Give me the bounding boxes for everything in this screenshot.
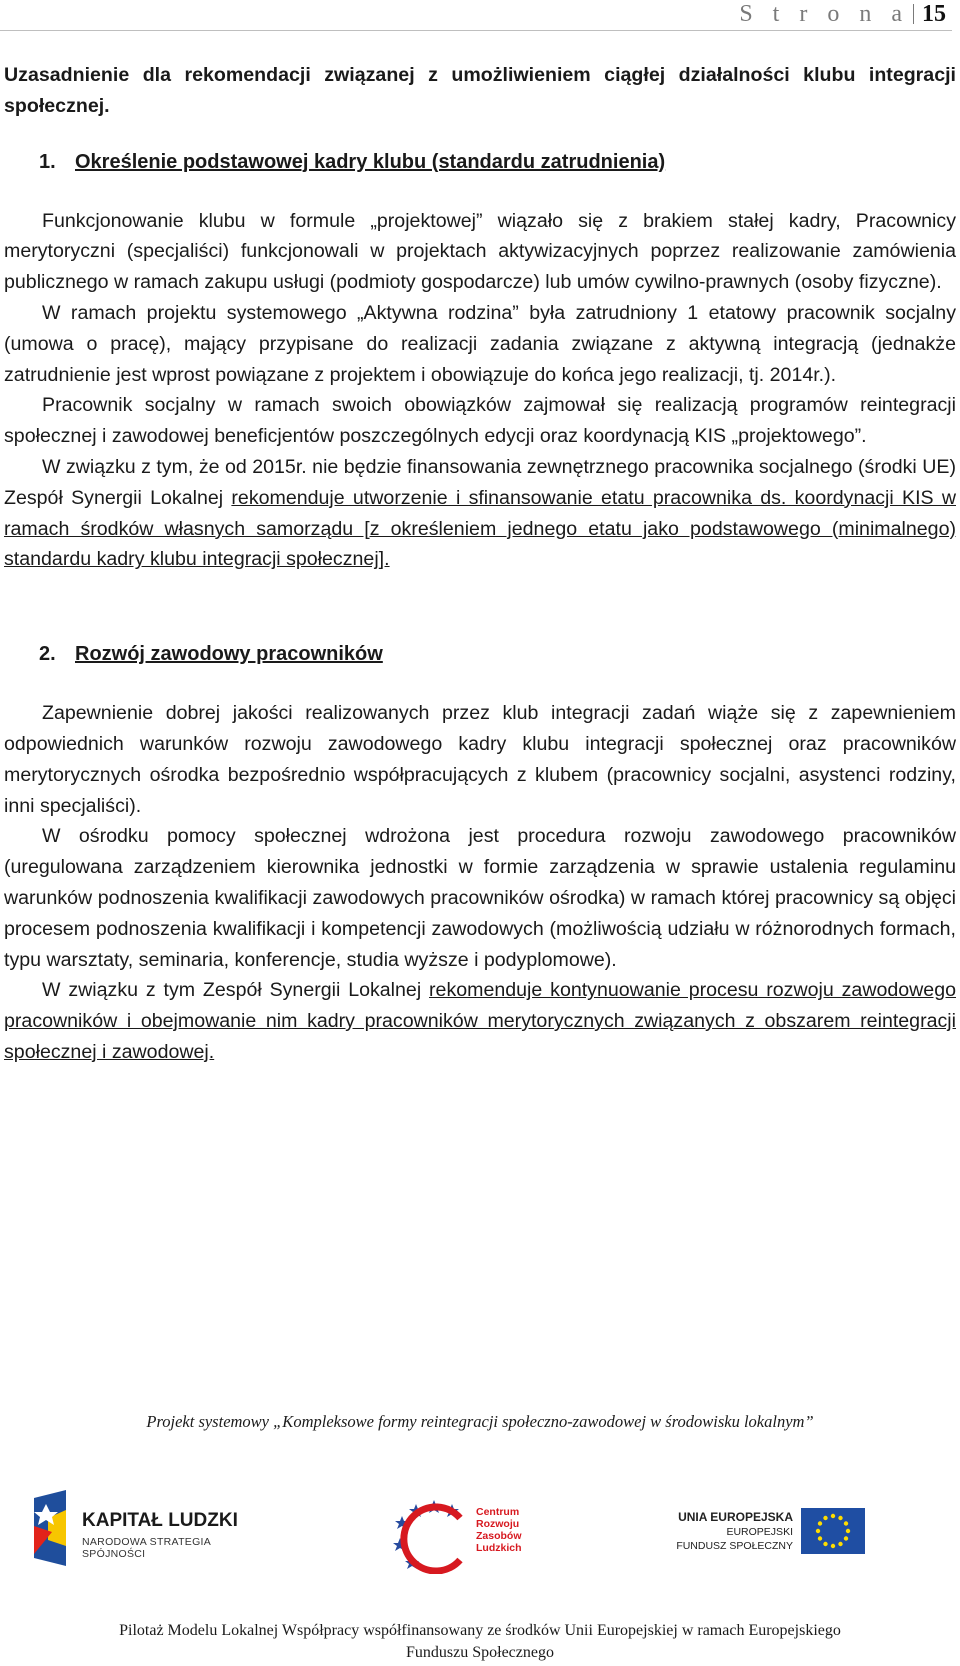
ue-line-2: EUROPEJSKI [726, 1526, 793, 1538]
section-1-paragraph-3: Pracownik socjalny w ramach swoich obowiązków zajmował się realizacją programów reintegracji społecznej i zawodowej beneficjentów poszczególnych edycji oraz koordynacją KIS „projektowego”. [4, 394, 956, 448]
kapital-ludzki-logo [26, 1488, 276, 1568]
eu-star-icon [838, 1542, 842, 1546]
section-2-title: Rozwój zawodowy pracowników [75, 643, 383, 666]
section-2-paragraph-2: W ośrodku pomocy społecznej wdrożona jest procedura rozwoju zawodowego pracowników (uregulowana zarządzeniem kierownika jednostki w formie zarządzenia w sprawie ustalenia regulaminu warunków podnoszenia kwalifikacji zawodowych pracowników ośrodka) w ramach której pracownicy są objęci procesem podnoszenia kwalifikacji i kompetencji zawodowych (możliwością udziału w różnorodnych formach, typu warsztaty, seminaria, konferencje, studia wyższe i podyplomowe). [4, 825, 956, 971]
eu-star-icon [831, 1544, 835, 1548]
document-body [4, 60, 956, 1068]
section-1-paragraph-2: W ramach projektu systemowego „Aktywna rodzina” była zatrudniony 1 etatowy pracownik socjalny (umowa o pracę), mający przypisane do realizacji zadania związane z aktywną integracją (jednakże zatrudnienie jest wprost powiązane z projektem i obowiązuje do końca jego realizacji, tj. 2014r.). [4, 301, 956, 386]
crzl-line-2: Rozwoju [476, 1518, 520, 1530]
section-1-paragraph-4-text: W związku z tym, że od 2015r. nie będzie finansowania zewnętrznego pracownika socjalnego (środki UE) Zespół Synergii Lokalnej [4, 455, 956, 509]
ue-line-1: UNIA EUROPEJSKA [678, 1510, 793, 1524]
crzl-name [476, 1506, 522, 1554]
section-2-number: 2. [39, 643, 56, 666]
section-2-recommendation: rekomenduje kontynuowanie procesu rozwoju zawodowego pracowników i obejmowanie nim kadry pracowników merytorycznych związanych z obszarem reintegracji społecznej i zawodowej. [4, 979, 956, 1063]
page-number [739, 0, 946, 28]
page-header [0, 0, 952, 31]
page-label: S t r o n a [739, 1, 909, 27]
page-number-value: 15 [922, 1, 946, 27]
section-2-paragraph-1: Zapewnienie dobrej jakości realizowanych przez klub integracji zadań wiąże się z zapewnieniem odpowiednich warunków rozwoju zawodowego kadry klubu integracji społecznej oraz pracowników merytorycznych ośrodka bezpośrednio współpracujących z klubem (pracownicy socjalni, asystenci rodziny, inni specjaliści). [4, 702, 956, 817]
footer-funding-line-2: Funduszu Społecznego [406, 1644, 554, 1661]
unia-europejska-logo [665, 1508, 865, 1556]
section-1-heading [4, 147, 956, 177]
eu-star-icon [818, 1536, 822, 1540]
eu-star-icon [844, 1521, 848, 1525]
footer-funding-note [0, 1620, 960, 1664]
ue-line-3: FUNDUSZ SPOŁECZNY [676, 1540, 793, 1552]
eu-star-icon [818, 1521, 822, 1525]
section-1-number: 1. [39, 150, 56, 173]
eu-star-icon [846, 1529, 850, 1533]
section-2-paragraph-3 [4, 975, 956, 1067]
section-2-paragraph-3-text: W związku z tym Zespół Synergii Lokalnej [42, 979, 430, 1002]
section-1-recommendation: rekomenduje utworzenie i sfinansowanie etatu pracownika ds. koordynacji KIS w ramach środków własnych samorządu [z określeniem jednego etatu jako podstawowego (minimalnego) standardu kadry klubu integracji społecznej]. [4, 486, 956, 571]
crzl-line-4: Ludzkich [476, 1542, 522, 1554]
page-divider [913, 4, 914, 24]
section-2-heading [4, 639, 956, 669]
crzl-line-3: Zasobów [476, 1530, 522, 1542]
eu-star-icon [838, 1516, 842, 1520]
eu-star-icon [823, 1516, 827, 1520]
footer-funding-line-1: Pilotaż Modelu Lokalnej Współpracy współfinansowany ze środków Unii Europejskiej w ramach Europejskiego [119, 1622, 841, 1639]
eu-flag-icon [801, 1508, 865, 1554]
crzl-logo [390, 1496, 550, 1574]
eu-star-icon [844, 1536, 848, 1540]
eu-star-icon [831, 1514, 835, 1518]
section-1-title: Określenie podstawowej kadry klubu (standardu zatrudnienia) [75, 150, 666, 173]
footer-project-title: Projekt systemowy „Kompleksowe formy reintegracji społeczno-zawodowej w środowisku lokalnym” [146, 1412, 814, 1431]
kapital-ludzki-name: KAPITAŁ LUDZKI [82, 1510, 238, 1531]
crzl-stars-icon [390, 1496, 480, 1574]
footer-logos [0, 1484, 960, 1574]
kapital-ludzki-subtitle: NARODOWA STRATEGIA SPÓJNOŚCI [82, 1536, 211, 1560]
section-1-paragraph-4 [4, 452, 956, 575]
eu-star-icon [816, 1529, 820, 1533]
intro-title: Uzasadnienie dla rekomendacji związanej z umożliwieniem ciągłej działalności klubu integracji społecznej. [4, 64, 956, 117]
crzl-line-1: Centrum [476, 1506, 520, 1518]
section-1-paragraph-1: Funkcjonowanie klubu w formule „projektowej” wiązało się z brakiem stałej kadry, Pracownicy merytoryczni (specjaliści) funkcjonowali w projektach aktywizacyjnych poprzez realizowanie zamówienia publicznego w ramach zakupu usługi (podmioty gospodarcze) lub umów cywilno-prawnych (osoby fizyczne). [4, 209, 956, 294]
eu-star-icon [823, 1542, 827, 1546]
